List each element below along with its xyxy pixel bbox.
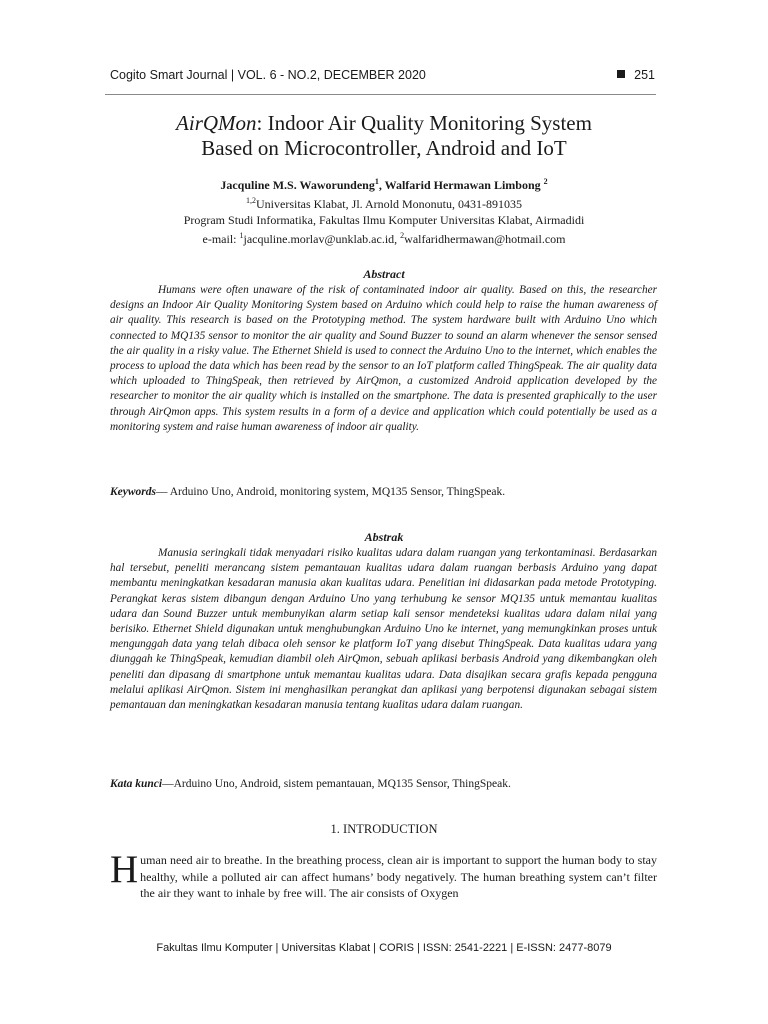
author-1-sup: 1: [374, 177, 379, 186]
author-2-sup: 2: [543, 177, 548, 186]
author-2: , Walfarid Hermawan Limbong: [378, 178, 544, 192]
square-bullet-icon: [617, 70, 625, 78]
affiliation-sup: 1,2: [246, 196, 256, 205]
intro-paragraph: [110, 848, 657, 902]
authors-block: [100, 174, 668, 247]
title-rest: : Indoor Air Quality Monitoring System: [256, 111, 592, 135]
kata-kunci-text: —Arduino Uno, Android, sistem pemantauan, MQ135 Sensor, ThingSpeak.: [162, 778, 511, 790]
title-line-2: Based on Microcontroller, Android and IoT: [201, 136, 567, 160]
email-1: jacquline.morlav@unklab.ac.id,: [243, 232, 401, 246]
page-number-text: 251: [634, 68, 655, 82]
header-rule: [105, 94, 656, 95]
email-2: walfaridhermawan@hotmail.com: [404, 232, 566, 246]
email-sup-2: 2: [400, 231, 405, 240]
email-sup-1: 1: [239, 231, 244, 240]
affiliation-2: Program Studi Informatika, Fakultas Ilmu Komputer Universitas Klabat, Airmadidi: [183, 213, 585, 227]
affiliation-1: [100, 193, 668, 212]
kata-kunci-label: Kata kunci: [110, 778, 163, 790]
abstract-body: [110, 283, 657, 435]
kata-kunci: [110, 778, 660, 790]
drop-cap: H: [110, 848, 139, 891]
affiliation-1-text: Universitas Klabat, Jl. Arnold Mononutu, 0431-891035: [256, 197, 522, 211]
abstract-heading: Abstract: [363, 267, 405, 281]
paper-title: [100, 111, 668, 161]
intro-text: uman need air to breathe. In the breathing process, clean air is important to support the human body to stay healthy, while a polluted air can affect humans’ body negatively. The human breathing system can’t filter the air they want to inhale by free will. The air consists of Oxygen: [140, 853, 657, 900]
keywords: [110, 486, 660, 498]
keywords-text: — Arduino Uno, Android, monitoring system, MQ135 Sensor, ThingSpeak.: [156, 486, 506, 498]
journal-info: Cogito Smart Journal | VOL. 6 - NO.2, DECEMBER 2020: [110, 68, 426, 82]
abstrak-body: [110, 546, 657, 713]
title-line-1: [100, 111, 668, 136]
section-heading: 1. INTRODUCTION: [330, 822, 438, 836]
page-footer: Fakultas Ilmu Komputer | Universitas Klabat | CORIS | ISSN: 2541-2221 | E-ISSN: 2477-8079: [156, 942, 612, 954]
keywords-label: Keywords: [110, 486, 156, 498]
abstrak-heading: Abstrak: [364, 530, 404, 544]
running-header: [110, 68, 655, 88]
abstrak-text: Manusia seringkali tidak menyadari risiko kualitas udara dalam ruangan yang terkontaminasi. Berdasarkan hal tersebut, peneliti merancang sistem pemantauan kualitas udara dalam ruangan berbasis Arduino yang dapat membantu meningkatkan kesadaran manusia akan kualitas udara. Penelitian ini didasarkan pada metode Prototyping. Perangkat keras sistem dibangun dengan Arduino Uno yang terhubung ke sensor MQ135 untuk memantau kualitas udara dan Sound Buzzer untuk membunyikan alarm setiap kali sensor mendeteksi kualitas udara dalam nilai yang berisiko. Ethernet Shield digunakan untuk menghubungkan Arduino Uno ke internet, yang memungkinkan proses untuk mengunggah data yang telah dibaca oleh sensor ke platform IoT yang disebut ThingSpeak. Data kualitas udara yang diunggah ke ThingSpeak, kemudian diambil oleh AirQmon, sebuah aplikasi berbasis Android yang dikembangkan oleh peneliti dan dipasang di smartphone untuk memantau kualitas udara. Data disajikan secara grafis kepada pengguna melalui aplikasi AirQmon. Sistem ini menghasilkan perangkat dan aplikasi yang berpotensi digunakan sebagai sistem pemantauan dan meningkatkan kesadaran manusia tentang kualitas udara dalam ruangan.: [110, 547, 657, 712]
title-italic: AirQMon: [176, 111, 257, 135]
abstract-text: Humans were often unaware of the risk of contaminated indoor air quality. Based on this, the researcher designs an Indoor Air Quality Monitoring System based on Arduino which could help to raise the human awareness of air quality. This research is based on the Prototyping method. The system hardware built with Arduino Uno which connected to MQ135 sensor to monitor the air quality and Sound Buzzer to sound an alarm whenever the sensor sensed the air quality in a risky value. The Ethernet Shield is used to connect the Arduino Uno to the internet, which enables the process to upload the data which has been read by the sensor to an IoT platform called ThingSpeak. The air quality data which uploaded to ThingSpeak, then retrieved by AirQmon, a customized Android application developed by the researcher to monitor the air quality which is installed on the smartphone. The data is presented graphically to the user through AirQmon apps. This system results in a form of a device and application which could potentially be used as a monitoring system and raise human awareness of indoor air quality.: [110, 284, 657, 433]
email-prefix: e-mail:: [202, 232, 240, 246]
page-number: [617, 68, 655, 82]
email-line: [100, 228, 668, 247]
author-1: Jacquline M.S. Waworundeng: [220, 178, 375, 192]
author-names: [100, 174, 668, 193]
